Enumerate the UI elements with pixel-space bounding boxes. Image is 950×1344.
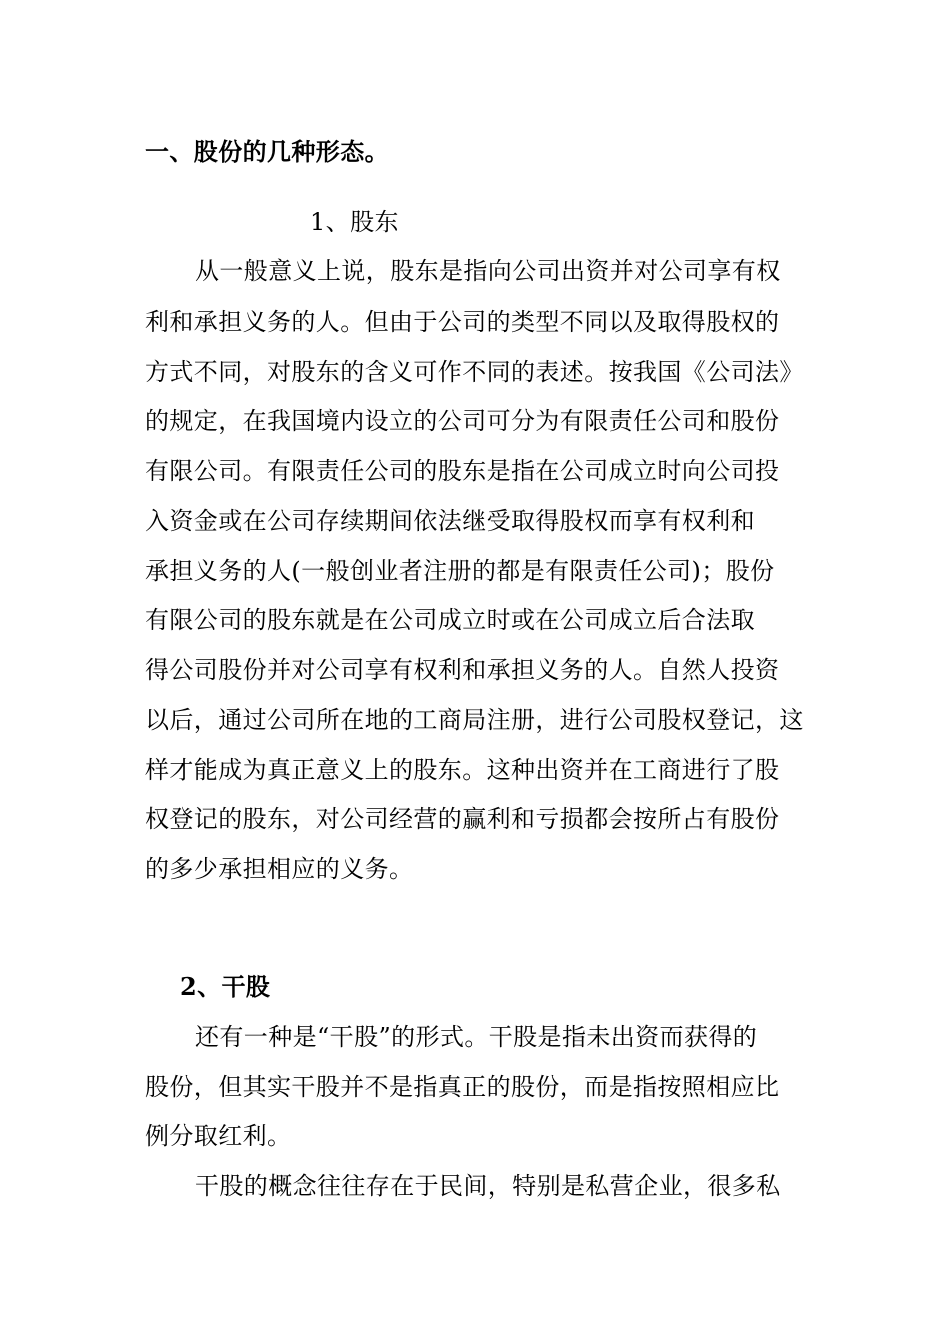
section1-line: 方式不同，对股东的含义可作不同的表述。按我国《公司法》: [145, 358, 804, 386]
section2-para1-line: 例分取红利。: [145, 1122, 292, 1150]
section1-line: 有限公司。有限责任公司的股东是指在公司成立时向公司投: [145, 457, 780, 485]
section1-line: 利和承担义务的人。但由于公司的类型不同以及取得股权的: [145, 308, 780, 336]
section1-title: 1、股东: [310, 208, 399, 236]
main-heading: 一、股份的几种形态。: [145, 137, 389, 166]
section1-line: 权登记的股东，对公司经营的赢利和亏损都会按所占有股份: [145, 805, 780, 833]
section2-title: 2、干股: [180, 972, 271, 1001]
section2-para2-line: 干股的概念往往存在于民间，特别是私营企业，很多私: [195, 1172, 781, 1200]
section1-line: 承担义务的人(一般创业者注册的都是有限责任公司)；股份: [145, 557, 775, 585]
section1-line: 从一般意义上说，股东是指向公司出资并对公司享有权: [195, 257, 781, 285]
section1-line: 得公司股份并对公司享有权利和承担义务的人。自然人投资: [145, 656, 780, 684]
section2-para1-line: 股份，但其实干股并不是指真正的股份，而是指按照相应比: [145, 1073, 780, 1101]
section1-line: 的多少承担相应的义务。: [145, 855, 414, 883]
section1-line: 入资金或在公司存续期间依法继受取得股权而享有权利和: [145, 507, 755, 535]
section2-para1-line: 还有一种是“干股”的形式。干股是指未出资而获得的: [195, 1023, 758, 1051]
section1-line: 以后，通过公司所在地的工商局注册，进行公司股权登记，这: [145, 706, 804, 734]
section1-line: 有限公司的股东就是在公司成立时或在公司成立后合法取: [145, 606, 755, 634]
section1-line: 的规定，在我国境内设立的公司可分为有限责任公司和股份: [145, 407, 780, 435]
section1-line: 样才能成为真正意义上的股东。这种出资并在工商进行了股: [145, 756, 780, 784]
